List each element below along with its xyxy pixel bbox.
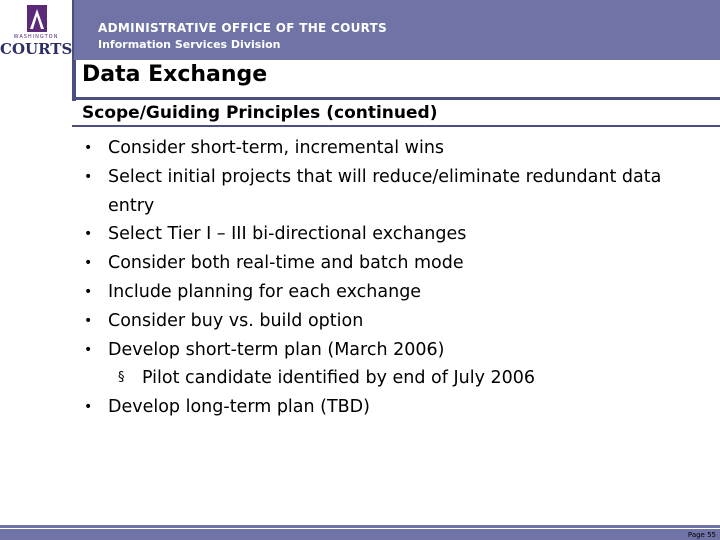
bullet-icon: • — [84, 168, 93, 185]
list-item — [84, 336, 704, 365]
page-number: Page 55 — [687, 531, 716, 539]
list-item — [84, 220, 704, 249]
footer-rule — [0, 528, 720, 529]
sub-list-item — [84, 364, 704, 393]
title-divider — [72, 97, 720, 100]
organization-name: ADMINISTRATIVE OFFICE OF THE COURTS — [98, 21, 388, 35]
bullet-text: Consider buy vs. build option — [108, 310, 364, 331]
courts-emblem-icon — [27, 5, 47, 32]
bullet-text: Develop long-term plan (TBD) — [108, 397, 370, 418]
division-name: Information Services Division — [98, 38, 281, 51]
sub-bullet-text: Pilot candidate identified by end of July 2006 — [142, 368, 536, 389]
bullet-icon: • — [84, 399, 93, 416]
list-item — [84, 163, 704, 221]
bullet-text: Consider short-term, incremental wins — [108, 138, 445, 158]
left-divider — [72, 60, 76, 101]
bullet-text: Include planning for each exchange — [108, 281, 422, 302]
bullet-icon: • — [84, 226, 93, 243]
bullet-text: Develop short-term plan (March 2006) — [108, 339, 445, 360]
list-item — [84, 307, 704, 336]
list-item — [84, 134, 704, 163]
bullet-text: Consider both real-time and batch mode — [108, 253, 464, 274]
logo-small-text: WASHINGTON — [13, 34, 59, 40]
bullet-icon: • — [84, 255, 93, 272]
washington-courts-logo — [0, 0, 74, 60]
bullet-icon: • — [84, 312, 93, 329]
subtitle-divider — [72, 125, 720, 127]
square-bullet-icon: § — [118, 370, 125, 386]
bullet-text: Select initial projects that will reduce/eliminate redundant data entry — [108, 166, 662, 216]
list-item — [84, 249, 704, 278]
list-item — [84, 278, 704, 307]
bullet-icon: • — [84, 140, 93, 156]
bullet-text: Select Tier I – III bi-directional exchanges — [108, 224, 467, 245]
slide-subtitle: Scope/Guiding Principles (continued) — [82, 103, 438, 123]
bullet-icon: • — [84, 283, 93, 300]
logo-big-text: COURTS — [0, 40, 73, 58]
bullet-list — [84, 134, 704, 422]
list-item — [84, 393, 704, 422]
bullet-icon: • — [84, 341, 93, 358]
slide-title: Data Exchange — [82, 62, 268, 87]
